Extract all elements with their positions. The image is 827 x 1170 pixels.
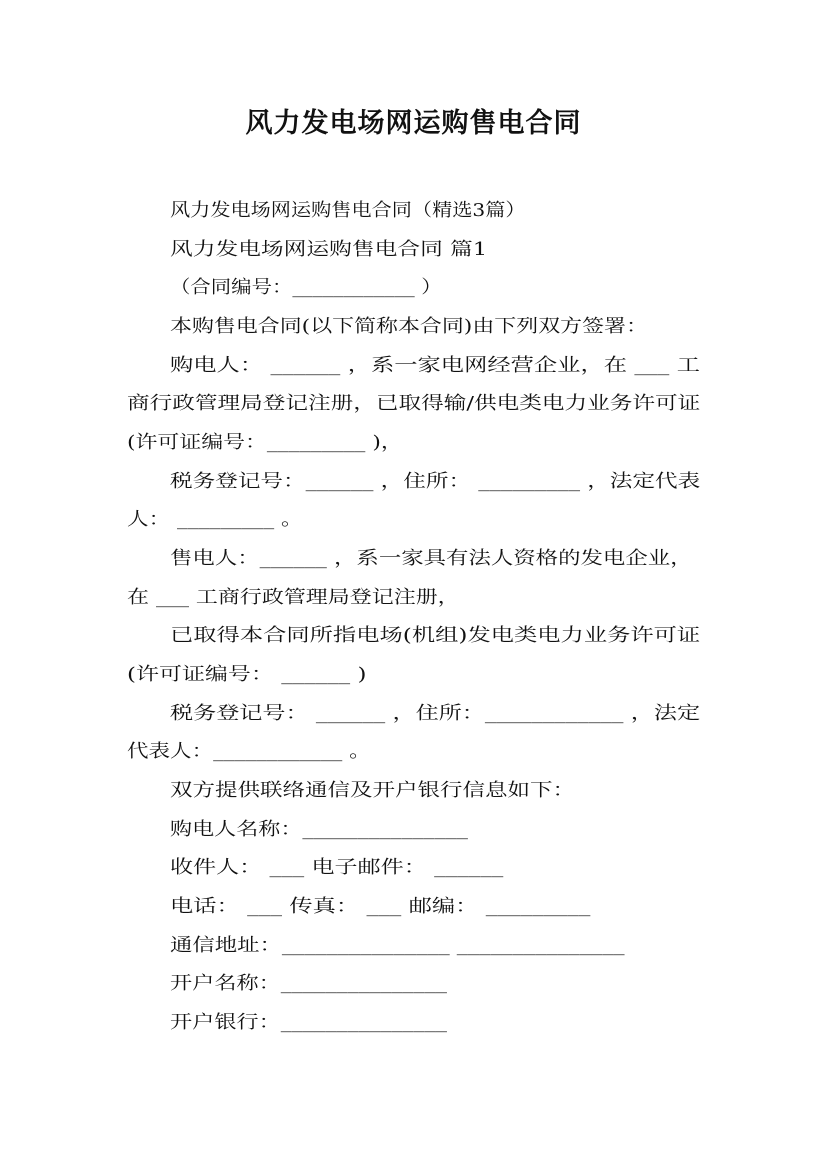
paragraph-line: 本购售电合同(以下简称本合同)由下列双方签署：	[170, 316, 648, 337]
contract-number-line: （合同编号：____________ ）	[170, 277, 442, 298]
paragraph-line: (许可证编号：_________ )，	[127, 432, 403, 453]
form-field-line: 开户银行：_______________	[170, 1012, 447, 1033]
paragraph-line: 商行政管理局登记注册，已取得输/供电类电力业务许可证	[127, 393, 701, 414]
seller-tax-line: 税务登记号： ______ ，住所：____________ ，法定	[170, 703, 701, 724]
paragraph-line: 已取得本合同所指电场(机组)发电类电力业务许可证	[170, 625, 701, 646]
buyer-line: 购电人： ______ ，系一家电网经营企业，在 ___ 工	[170, 355, 700, 376]
buyer-tax-line: 税务登记号：______ ，住所： _________ ，法定代表	[170, 471, 701, 492]
paragraph-line: (许可证编号： ______ )	[127, 664, 367, 685]
form-field-line: 收件人： ___ 电子邮件： ______	[170, 857, 504, 878]
seller-line: 售电人：______ ，系一家具有法人资格的发电企业，	[170, 548, 693, 569]
form-field-line: 电话： ___ 传真： ___ 邮编： _________	[170, 896, 591, 917]
section-heading: 风力发电场网运购售电合同 篇1	[170, 239, 488, 260]
subtitle-line: 风力发电场网运购售电合同（精选3篇）	[170, 200, 526, 221]
paragraph-line: 人： _________ 。	[127, 509, 303, 530]
paragraph-line: 代表人：____________ 。	[127, 741, 371, 762]
form-field-line: 通信地址：_______________ _______________	[170, 935, 625, 956]
paragraph-line: 在 ___ 工商行政管理局登记注册，	[127, 587, 460, 608]
form-field-line: 购电人名称：_______________	[170, 819, 468, 840]
contact-intro-line: 双方提供联络通信及开户银行信息如下：	[170, 780, 575, 801]
form-field-line: 开户名称：_______________	[170, 973, 447, 994]
document-title: 风力发电场网运购售电合同	[245, 108, 582, 139]
